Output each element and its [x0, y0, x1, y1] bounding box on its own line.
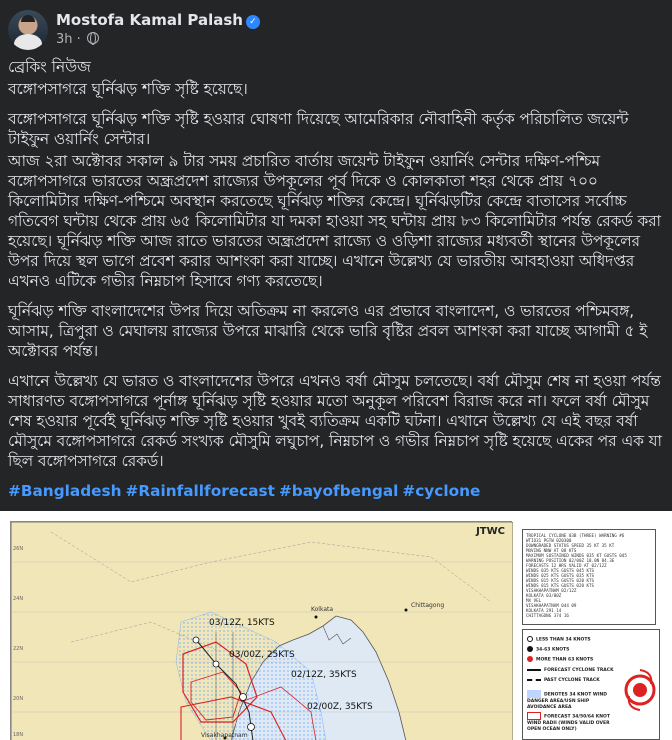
- danger-area-icon: [527, 690, 541, 698]
- post-header: [8, 10, 608, 50]
- warning-line: VISAKHAPATNAM 044 09: [526, 603, 577, 608]
- city-label: Chittagong: [411, 602, 445, 609]
- map-legend: [522, 629, 660, 740]
- author-avatar[interactable]: [8, 10, 48, 50]
- warning-line: CHITTAGONG 374 16: [526, 613, 569, 618]
- legend-text: 34-63 KNOTS: [536, 647, 570, 653]
- agency-label: JTWC: [476, 526, 505, 537]
- post-paragraph: বঙ্গোপসাগরে ঘূর্নিঝড় শক্তি সৃষ্টি হওয়ার ঘোষণা দিয়েছে আমেরিকার নৌবাহিনী কর্তৃক পরিচালিত জয়েন্ট টাইফুন ওয়ার্নিং সেন্টার।: [8, 110, 629, 148]
- warning-line: FORECASTS 12 HRS VALID AT 02/12Z: [526, 563, 607, 568]
- meta-separator: ·: [76, 32, 81, 47]
- storm-symbol-icon: [623, 660, 657, 720]
- post-meta: [56, 32, 99, 47]
- filled-circle-icon: [527, 646, 533, 652]
- warning-line: MOVING NNW AT 08 KTS: [526, 548, 577, 553]
- warning-line: WINDS 015 KTS GUSTS 020 KTS: [526, 578, 595, 583]
- warning-line: WARNING POSITION 02/00Z 18.0N 84.3E: [526, 558, 615, 563]
- warning-line: KOLKATA 291 14: [526, 608, 562, 613]
- hashtag-link[interactable]: #Bangladesh: [8, 482, 122, 500]
- latitude-label: 20N: [13, 696, 24, 702]
- post-body: [8, 57, 664, 511]
- post-time[interactable]: 3h: [56, 32, 73, 47]
- warning-line: WINDS 035 KTS GUSTS 045 KTS: [526, 568, 595, 573]
- forecast-position-label: 02/00Z, 35KTS: [307, 702, 373, 712]
- legend-row: [527, 636, 591, 643]
- author-name[interactable]: [56, 11, 260, 29]
- past-track-icon: [527, 679, 541, 681]
- legend-row: [527, 712, 615, 733]
- post-paragraph: ঘূর্নিঝড় শক্তি বাংলাদেশের উপর দিয়ে অতিক্রম না করলেও এর প্রভাবে বাংলাদেশ, ও ভারতের পশ্চিমবঙ্গ, আসাম, ত্রিপুরা ও মেঘালয় রাজ্যের উপরে মাঝারি থেকে ভারি বৃষ্টির প্রবল আশংকা করা যাচ্ছে আগামী ৫ ই অক্টোবর পর্যন্ত।: [8, 302, 648, 360]
- hashtag-link[interactable]: #bayofbengal: [278, 482, 399, 500]
- legend-row: [527, 690, 615, 711]
- post-paragraph: এখানে উল্লেখ্য যে ভারত ও বাংলাদেশের উপরে এখনও বর্ষা মৌসুম চলতেছে। বর্ষা মৌসুম শেষ না হওয়া পর্যন্ত সাধারণত বঙ্গোপসাগরে পূর্নাঙ্গ ঘূর্নিঝড় সৃষ্টি হওয়ার মতো অনুকূল পরিবেশ বিরাজ করে না। ফলে বর্ষা মৌসুম শেষ হওয়ার পূর্বেই ঘূর্নিঝড় শক্তি সৃষ্টি হওয়ার খুবই ব্যতিক্রম একটি ঘটনা। এখানে উল্লেখ্য যে এই বছর বর্ষা মৌসুমে বঙ্গোপসাগরে রেকর্ড সংখ্যক মৌসুমি লঘুচাপ, নিম্নচাপ ও গভীর নিম্নচাপ সৃষ্টি হয়েছে একের পর এক যা ছিল বঙ্গোপসাগরে রেকর্ড।: [8, 372, 662, 470]
- post-image[interactable]: [0, 511, 672, 740]
- forecast-position-label: 02/12Z, 35KTS: [291, 670, 357, 680]
- city-label: Kolkata: [311, 606, 334, 613]
- warning-line: TROPICAL CYCLONE 03B (THREE) WARNING #6: [526, 533, 625, 538]
- hashtag-list: [8, 481, 664, 501]
- forecast-position-label: 03/00Z, 25KTS: [229, 650, 295, 660]
- globe-icon[interactable]: [87, 32, 99, 44]
- legend-row: [527, 656, 593, 663]
- warning-line: WINDS 025 KTS GUSTS 035 KTS: [526, 573, 595, 578]
- legend-row: [527, 646, 569, 653]
- warning-line: VISAKHAPATNAM 02/12Z: [526, 588, 577, 593]
- legend-text: PAST CYCLONE TRACK: [544, 678, 600, 683]
- warning-line: MAXIMUM SUSTAINED WINDS 035 KT GUSTS 045: [526, 553, 627, 558]
- forecast-position-label: 03/12Z, 15KTS: [209, 618, 275, 628]
- legend-row: [527, 678, 600, 683]
- author-name-text[interactable]: Mostofa Kamal Palash: [56, 11, 243, 29]
- warning-line: KOLKATA 03/00Z: [526, 593, 562, 598]
- track-line-icon: [527, 669, 541, 671]
- legend-text: LESS THAN 34 KNOTS: [536, 637, 591, 643]
- post-paragraph: ব্রেকিং নিউজ: [8, 58, 91, 76]
- hashtag-link[interactable]: #Rainfallforecast: [125, 482, 275, 500]
- verified-badge-icon: ✓: [246, 15, 260, 29]
- wind-radii-icon: [527, 712, 541, 720]
- post-paragraph: আজ ২রা অক্টোবর সকাল ৯ টার সময় প্রচারিত বার্তায় জয়েন্ট টাইফুন ওয়ার্নিং সেন্টার দক্ষিণ-পশ্চিম বঙ্গোপসাগরে ভারতের অন্ধ্রপ্রদেশ রাজ্যের উপকূলের পূর্ব দিকে ও কোলকাতা শহর থেকে প্রায় ৭০০ কিলোমিটার দক্ষিণ-পশ্চিমে অবস্থান করতেছে ঘূর্নিঝড় শক্তির কেন্দ্রে। ঘূর্নিঝড়টির কেন্দ্রে বাতাসের সর্বোচ্চ গতিবেগ ঘন্টায় থেকে প্রায় ৬৫ কিলোমিটার যা দমকা হাওয়া সহ ঘন্টায় প্রায় ৮৩ কিলোমিটার পর্যন্ত রেকর্ড করা হয়েছে। ঘূর্নিঝড় শক্তি আজ রাতে ভারতের অন্ধ্রপ্রদেশ রাজ্যে ও ওড়িশা রাজ্যের মধ্যবর্তী স্থানের উপকূলের উপর দিয়ে স্থল ভাগে প্রবেশ করার আশংকা করা যাচ্ছে। এখানে উল্লেখ্য যে ভারতীয় আবহাওয়া অধিদপ্তর এখনও এটিকে গভীর নিম্নচাপ হিসাবে গণ্য করতেছে।: [8, 152, 661, 290]
- cyclone-track-map: [10, 521, 512, 740]
- cyclone-icon: [527, 656, 533, 662]
- latitude-label: 26N: [13, 546, 24, 552]
- latitude-label: 18N: [13, 732, 24, 738]
- post-paragraph: বঙ্গোপসাগরে ঘূর্নিঝড় শক্তি সৃষ্টি হয়েছে।: [8, 80, 248, 98]
- legend-text: DENOTES 34 KNOT WIND DANGER AREA/USN SHIP AVOIDANCE AREA: [527, 692, 608, 710]
- circle-icon: [527, 636, 533, 642]
- warning-text-box: [522, 529, 656, 625]
- warning-panel: [518, 521, 668, 740]
- legend-row: [527, 668, 614, 673]
- warning-line: WTIO31 PGTW 020300: [526, 538, 572, 543]
- legend-text: FORECAST 34/50/64 KNOT WIND RADII (WINDS VALID OVER OPEN OCEAN ONLY): [527, 714, 610, 732]
- warning-line: MX VEL: [526, 598, 542, 603]
- map-graphic: [11, 522, 513, 740]
- legend-text: MORE THAN 63 KNOTS: [536, 657, 594, 663]
- city-label: Visakhapatnam: [201, 732, 248, 739]
- latitude-label: 22N: [13, 646, 24, 652]
- warning-line: DOWNGRADED STATUS SPEED 35 KT 35 KT: [526, 543, 615, 548]
- legend-text: FORECAST CYCLONE TRACK: [544, 668, 614, 673]
- warning-line: WINDS 015 KTS GUSTS 020 KTS: [526, 583, 595, 588]
- latitude-label: 24N: [13, 596, 24, 602]
- hashtag-link[interactable]: #cyclone: [402, 482, 481, 500]
